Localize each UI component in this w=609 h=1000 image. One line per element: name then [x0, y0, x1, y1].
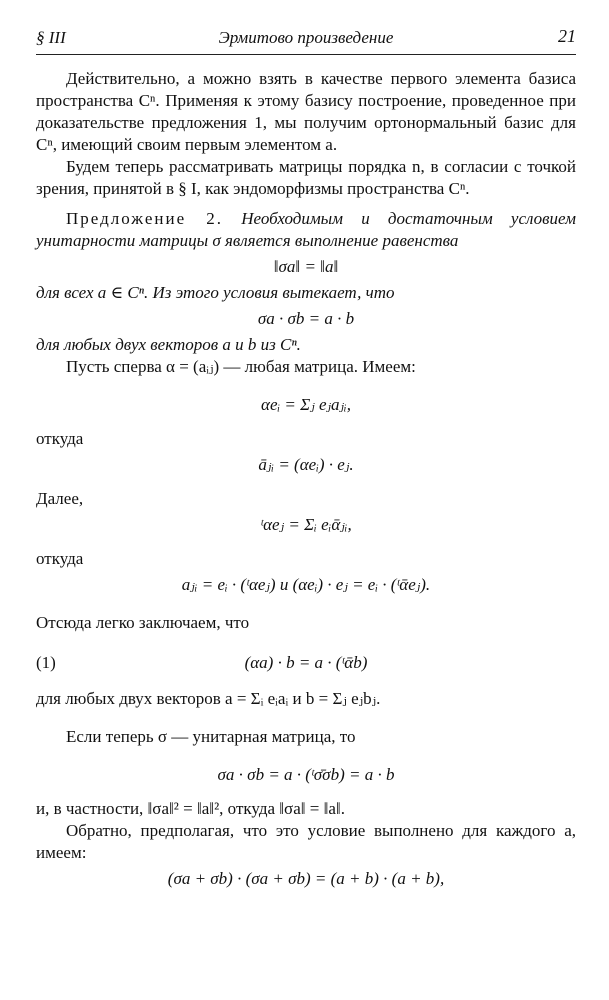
equation-number: (1) [36, 653, 56, 672]
paragraph: Будем теперь рассматривать матрицы порядка n, в согласии с точкой зрения, принятой в § I, как эндоморфизмы пространства Cⁿ. [36, 157, 577, 198]
equation: ‖σa‖ = ‖a‖ [273, 257, 339, 276]
word: откуда [36, 549, 84, 568]
paragraph: Обратно, предполагая, что это условие выполнено для каждого a, имеем: [36, 821, 576, 862]
equation: aⱼᵢ = eᵢ · (ᵗαeⱼ) и (αeᵢ) · eⱼ = eᵢ · (ᵗᾱeⱼ). [181, 575, 431, 594]
running-title: Эрмитово произведение [218, 28, 394, 47]
equation: (αa) · b = a · (ᵗᾱb) [244, 653, 368, 672]
equation: ᵗαeⱼ = Σᵢ eᵢᾱⱼᵢ, [260, 515, 352, 534]
paragraph: для любых двух векторов a и b из Cⁿ. [36, 335, 301, 354]
word: откуда [36, 429, 84, 448]
equation: (σa + σb) · (σa + σb) = (a + b) · (a + b), [167, 869, 445, 888]
proposition-text: Необходимым и достаточным условием унитарности матрицы σ является выполнение равенства [36, 209, 576, 250]
page [36, 26, 577, 888]
numbered-equation [36, 652, 576, 674]
proposition [36, 208, 576, 252]
proposition-label: Предложение 2. [66, 209, 224, 228]
equation: αeᵢ = Σⱼ eⱼaⱼᵢ, [261, 395, 351, 414]
equation: σa · σb = a · b [257, 309, 355, 328]
paragraph: Если теперь σ — унитарная матрица, то [66, 727, 356, 746]
paragraph: Пусть сперва α = (aᵢⱼ) — любая матрица. Имеем: [66, 357, 416, 376]
equation: āⱼᵢ = (αeᵢ) · eⱼ. [258, 455, 354, 474]
running-header [36, 26, 576, 52]
paragraph: для всех a ∈ Cⁿ. Из этого условия вытекает, что [36, 283, 395, 302]
paragraph: Действительно, a можно взять в качестве первого элемента базиса пространства Cⁿ. Применяя к этому базису построение, проведенное при доказательстве предложения 1, мы получим ортонормальный базис для Cⁿ, имеющий своим первым элементом a. [36, 69, 576, 154]
equation: σa · σb = a · (ᵗσ̄σb) = a · b [217, 765, 395, 784]
paragraph: и, в частности, ‖σa‖² = ‖a‖², откуда ‖σa‖ = ‖a‖. [36, 799, 345, 818]
paragraph: Отсюда легко заключаем, что [36, 613, 250, 632]
section-label: § III [36, 28, 66, 47]
page-number: 21 [558, 26, 576, 46]
paragraph: для любых двух векторов a = Σᵢ eᵢaᵢ и b = Σⱼ eⱼbⱼ. [36, 689, 381, 708]
page-body [36, 68, 576, 894]
header-rule [36, 54, 576, 55]
word: Далее, [36, 489, 84, 508]
